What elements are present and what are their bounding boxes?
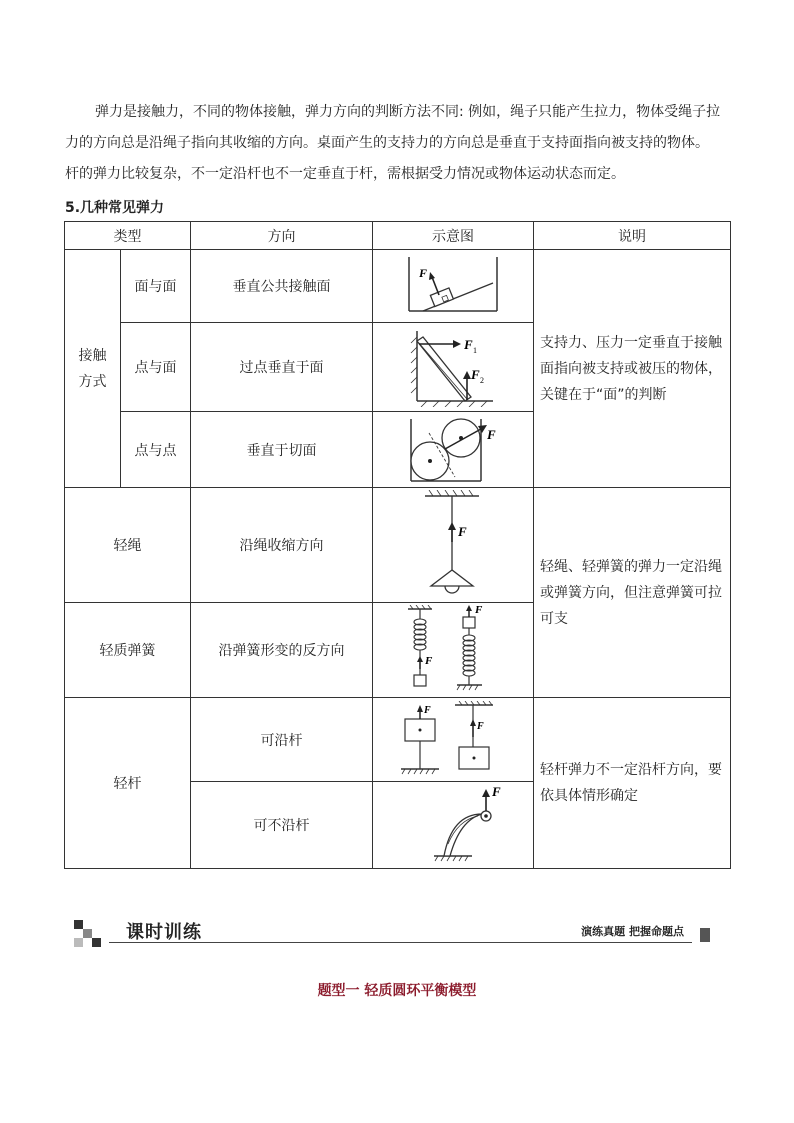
diagram-incline [373,250,534,323]
header-type: 类型 [65,222,191,250]
rod-along-diagram [393,701,513,779]
type-point-surface: 点与面 [121,323,191,412]
diagram-two-balls [373,412,534,488]
section-title: 5.几种常见弹力 [65,200,165,216]
diagram-rod-corner [373,323,534,412]
contact-group-label [65,250,121,488]
force-label-f2: F [471,367,480,382]
type-spring: 轻质弹簧 [65,603,191,698]
diagram-rod-along [373,698,534,782]
intro-line-1: 弹力是接触力，不同的物体接触，弹力方向的判断方法不同: 例如，绳子只能产生拉力，物体受绳子拉 [95,104,721,120]
diagram-springs [373,603,534,698]
note-contact: 支持力、压力一定垂直于接触面指向被支持或被压的物体，关键在于“面”的判断 [534,250,731,488]
dir-rod-along: 可沿杆 [191,698,373,782]
intro-line-2: 力的方向总是沿绳子指向其收缩的方向。桌面产生的支持力的方向总是垂直于支持面指向被支持的物体。 [65,135,709,151]
header-direction: 方向 [191,222,373,250]
rod-in-corner-diagram [403,327,503,407]
two-balls-diagram [403,415,503,485]
problem-type-title: 题型一 轻质圆环平衡模型 [317,983,477,999]
intro-line-3: 杆的弹力比较复杂，不一定沿杆也不一定垂直于杆，需根据受力情况或物体运动状态而定。 [65,166,625,182]
table-row [65,698,731,782]
force-label: F [475,605,483,616]
banner-slogan: 演练真题 把握命题点 [581,925,684,938]
type-rod: 轻杆 [65,698,191,869]
elastic-force-table [64,221,731,869]
type-surface-surface: 面与面 [121,250,191,323]
note-rope-spring: 轻绳、轻弹簧的弹力一定沿绳或弹簧方向，但注意弹簧可拉可支 [534,488,731,698]
dir-rod-not-along: 可不沿杆 [191,782,373,869]
header-note: 说明 [534,222,731,250]
force-label-f2-sub: 2 [480,376,484,385]
dir-point-point: 垂直于切面 [191,412,373,488]
banner-end-mark [700,928,710,942]
contact-group-text: 接触方式 [78,347,107,390]
force-label: F [424,704,431,716]
banner-divider [109,942,692,943]
note-rod: 轻杆弹力不一定沿杆方向，要依具体情形确定 [534,698,731,869]
banner-title: 课时训练 [126,922,202,943]
type-point-point: 点与点 [121,412,191,488]
intro-paragraph [65,97,730,190]
table-header-row [65,222,731,250]
force-label-f1: F [464,337,473,352]
table-row [65,250,731,323]
force-label-f1-sub: 1 [473,346,477,355]
practice-banner [74,918,710,946]
force-label: F [425,655,433,667]
rope-lamp-diagram [403,490,503,600]
incline-block-diagram [403,253,503,319]
springs-diagram [398,605,508,695]
force-label: F [492,784,501,799]
force-label: F [419,266,428,280]
diagram-curved-rod [373,782,534,869]
force-label: F [487,426,496,442]
dir-spring: 沿弹簧形变的反方向 [191,603,373,698]
diagram-rope-lamp [373,488,534,603]
table-row [65,488,731,603]
force-label: F [458,524,467,539]
dir-surface-surface: 垂直公共接触面 [191,250,373,323]
force-label: F [477,720,484,732]
curved-rod-diagram [398,784,508,866]
dir-rope: 沿绳收缩方向 [191,488,373,603]
banner-logo-icon [74,920,102,948]
header-diagram: 示意图 [373,222,534,250]
dir-point-surface: 过点垂直于面 [191,323,373,412]
type-rope: 轻绳 [65,488,191,603]
